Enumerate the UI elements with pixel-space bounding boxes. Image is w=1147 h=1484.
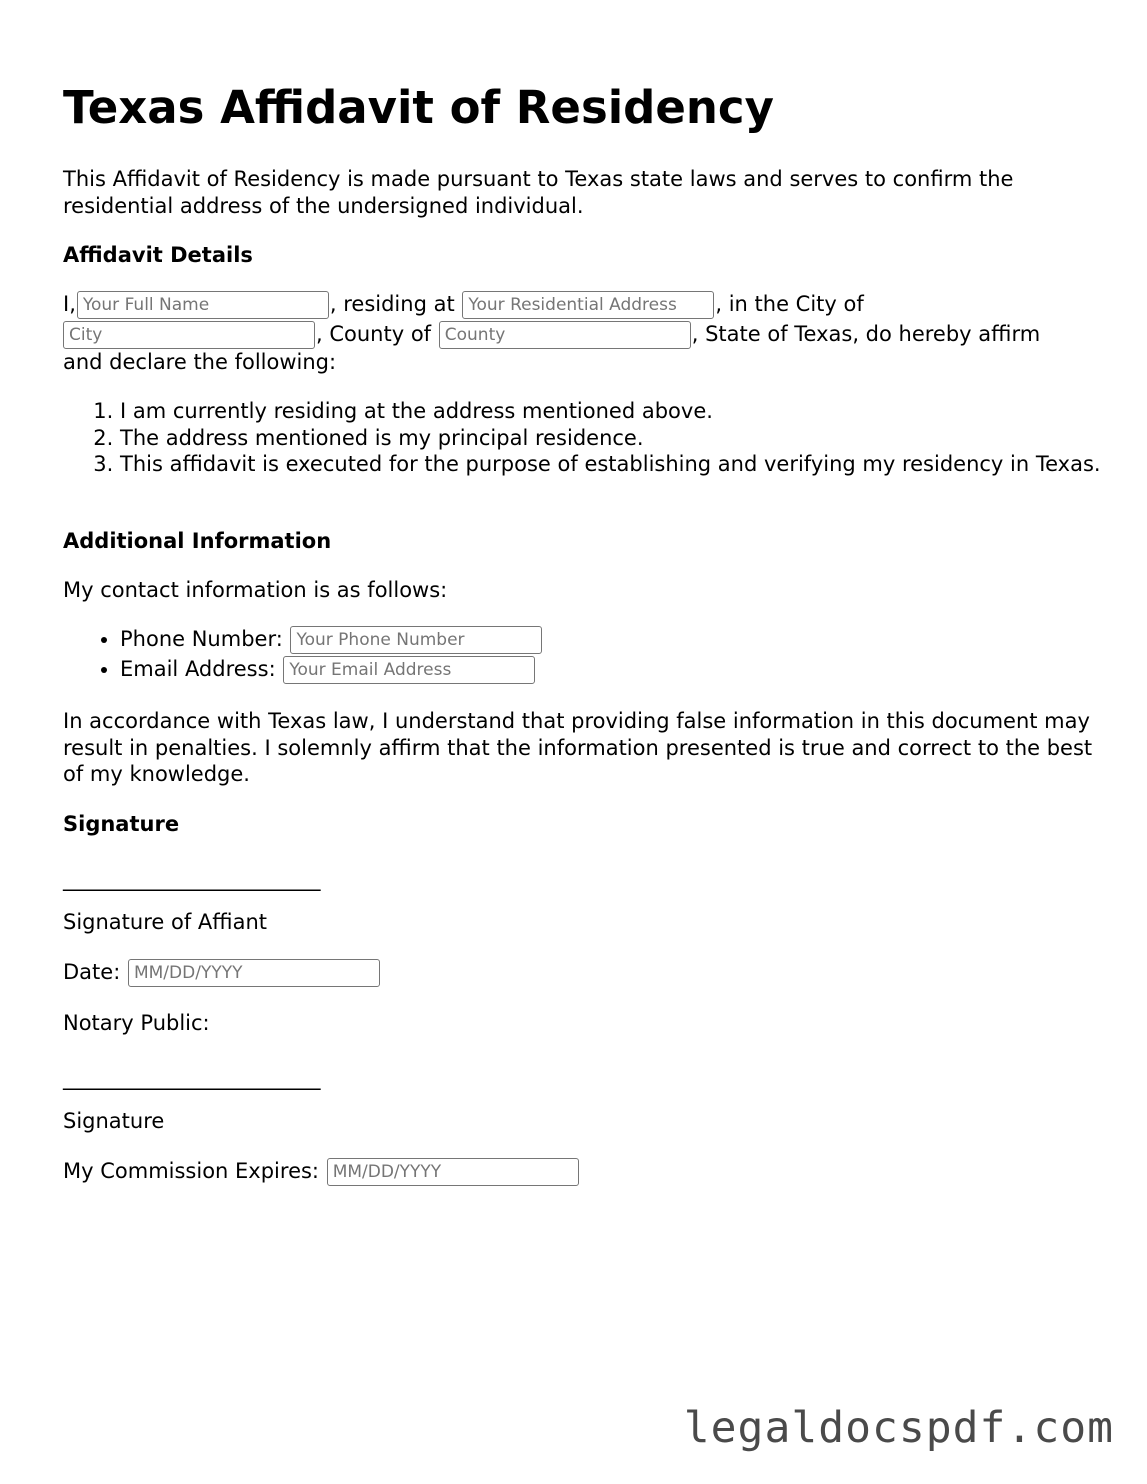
declaration-item: 1. I am currently residing at the address mentioned above. xyxy=(120,398,1147,425)
commission-row xyxy=(63,1156,580,1186)
affiant-signature-line: ___________________________ xyxy=(63,867,320,891)
contact-list xyxy=(63,625,1147,684)
residential-address-input[interactable] xyxy=(462,291,714,319)
additional-information-heading: Additional Information xyxy=(63,529,332,553)
penalty-statement: In accordance with Texas law, I understand that providing false information in this document may result in penalties. I solemnly affirm that the information presented is true and correct to the best of my knowledge. xyxy=(63,709,1093,786)
declarations-list xyxy=(63,398,1147,478)
commission-expires-input[interactable] xyxy=(327,1158,579,1186)
affiant-signature-label: Signature of Affiant xyxy=(63,910,267,934)
phone-item xyxy=(120,625,1147,655)
declare-text: and declare the following: xyxy=(63,350,337,374)
email-item xyxy=(120,655,1147,685)
county-of-text: , County of xyxy=(316,322,432,346)
intro-paragraph: This Affidavit of Residency is made pursuant to Texas state laws and serves to confirm the residential address of the undersigned individual. xyxy=(63,167,1014,218)
page-title: Texas Affidavit of Residency xyxy=(63,81,774,134)
phone-input[interactable] xyxy=(290,626,542,654)
email-label: Email Address: xyxy=(120,656,276,681)
notary-signature-label: Signature xyxy=(63,1109,165,1133)
watermark-text: legaldocspdf.com xyxy=(683,1403,1114,1453)
date-input[interactable] xyxy=(128,959,380,987)
county-input[interactable] xyxy=(439,321,691,349)
residing-at-text: , residing at xyxy=(329,292,455,316)
affiant-line-1 xyxy=(63,289,864,319)
city-input[interactable] xyxy=(63,321,315,349)
notary-public-label: Notary Public: xyxy=(63,1011,210,1035)
email-input[interactable] xyxy=(283,656,535,684)
date-row xyxy=(63,957,381,987)
date-label: Date: xyxy=(63,960,121,984)
i-text: I, xyxy=(63,292,76,316)
declaration-item: 3. This affidavit is executed for the purpose of establishing and verifying my residency in Texas. xyxy=(120,451,1147,478)
full-name-input[interactable] xyxy=(77,291,329,319)
notary-signature-line: ___________________________ xyxy=(63,1066,320,1090)
signature-heading: Signature xyxy=(63,812,180,836)
declaration-item: 2. The address mentioned is my principal residence. xyxy=(120,425,1147,452)
contact-intro-text: My contact information is as follows: xyxy=(63,578,448,602)
state-affirm-text: , State of Texas, do hereby affirm xyxy=(691,322,1041,346)
phone-label: Phone Number: xyxy=(120,627,283,651)
in-city-of-text: , in the City of xyxy=(715,292,864,316)
affidavit-details-heading: Affidavit Details xyxy=(63,243,253,267)
commission-label: My Commission Expires: xyxy=(63,1159,319,1183)
affiant-line-2 xyxy=(63,319,1040,349)
